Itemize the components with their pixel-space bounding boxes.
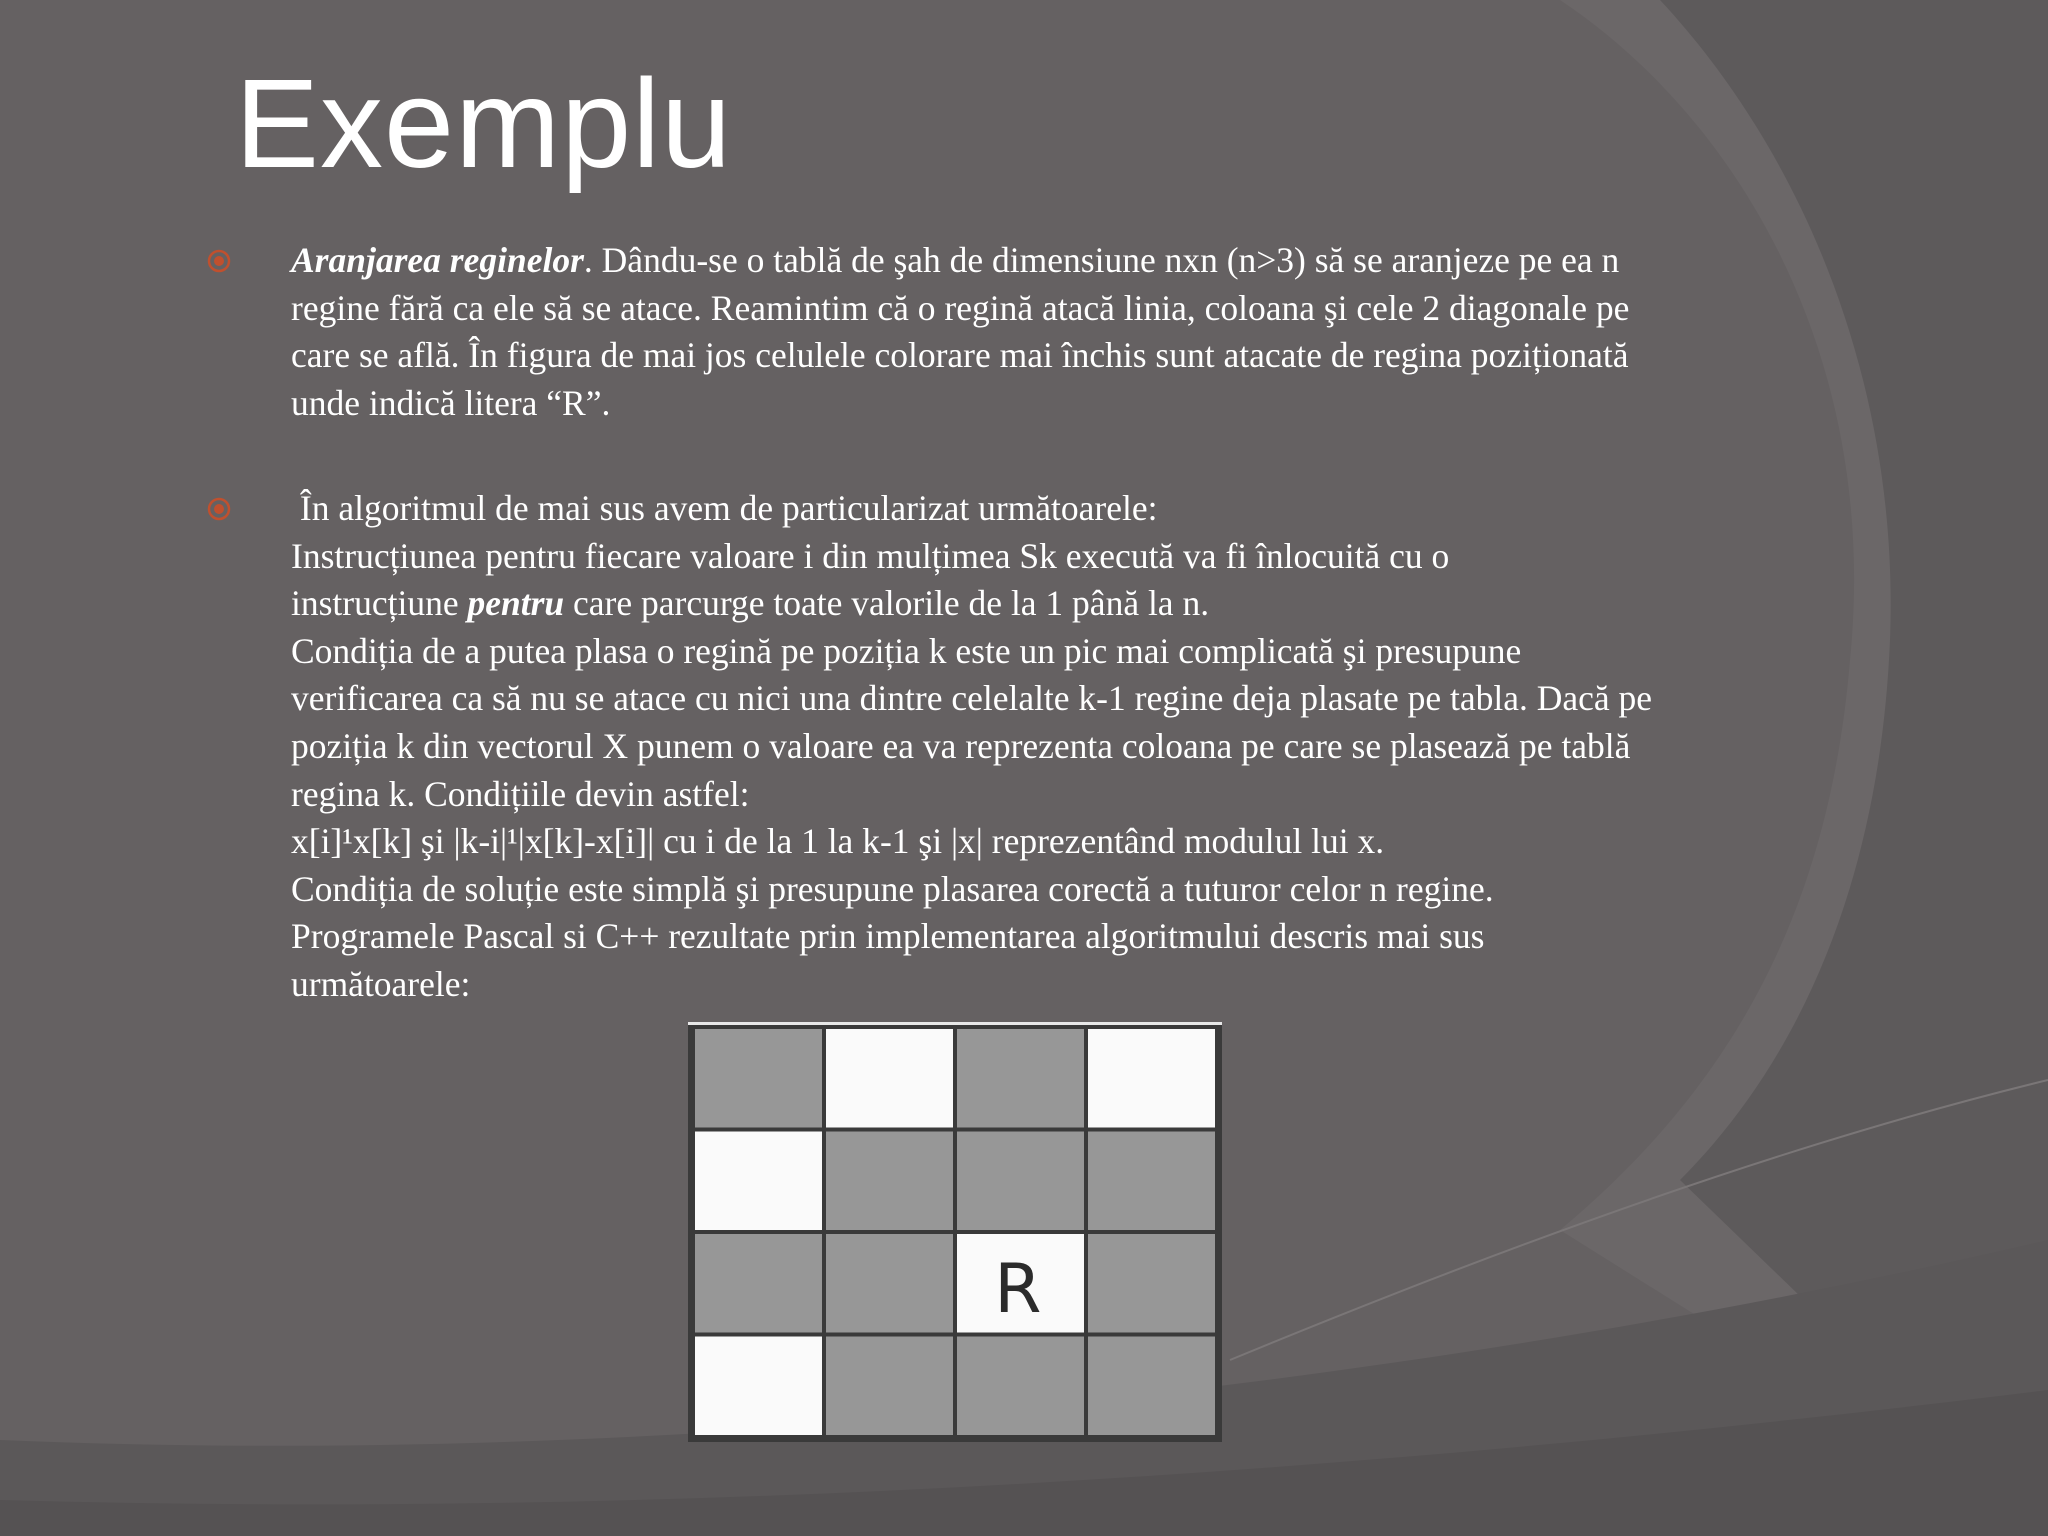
board-cell-attacked xyxy=(695,1029,822,1128)
text-span: care parcurge toate valorile de la 1 până la n. xyxy=(564,583,1210,624)
text-line: Condiția de soluție este simplă şi presupune plasarea corectă a tuturor celor n regine. xyxy=(291,868,1494,909)
text-line: x[i]¹x[k] şi |k-i|¹|x[k]-x[i]| cu i de la 1 la k-1 şi |x| reprezentând modulul lui x. xyxy=(291,821,1385,862)
text-line: verificarea ca să nu se atace cu nici una dintre celelalte k-1 regine deja plasate pe tabla. Dacă pe xyxy=(291,678,1653,719)
slide-title: Exemplu xyxy=(235,53,733,194)
board-cell-free xyxy=(1088,1029,1215,1128)
text-line: regina k. Condițiile devin astfel: xyxy=(291,773,750,814)
bold-italic-term: Aranjarea reginelor xyxy=(291,240,584,280)
text-line: Condiția de a putea plasa o regină pe poziția k este un pic mai complicată şi presupune xyxy=(291,630,1522,671)
text-line: următoarele: xyxy=(291,963,471,1004)
board-top-edge xyxy=(688,1022,1222,1025)
text-line: Programele Pascal si C++ rezultate prin implementarea algoritmului descris mai sus xyxy=(291,916,1485,957)
text-span: instrucțiune xyxy=(291,583,468,624)
queen-label: R xyxy=(994,1249,1042,1329)
board-cell-free xyxy=(695,1337,822,1436)
text-span: . Dându-se o tablă de şah de dimensiune nxn (n>3) să se aranjeze pe ea n xyxy=(583,240,1620,280)
board-cell-attacked xyxy=(695,1234,822,1333)
text-line: poziția k din vectorul X punem o valoare ea va reprezenta coloana pe care se plasează pe tablă xyxy=(291,725,1631,766)
board-cell-attacked xyxy=(1088,1132,1215,1231)
board-cell-attacked xyxy=(957,1029,1084,1128)
text-line: regine fără ca ele să se atace. Reamintim că o regină atacă linia, coloana şi cele 2 diagonale pe xyxy=(291,287,1630,328)
board-cell-attacked xyxy=(826,1132,953,1231)
text-line xyxy=(291,580,1851,628)
bullet-paragraph-2 xyxy=(291,485,1851,1009)
circle-bullet-icon xyxy=(206,248,232,274)
chessboard-figure xyxy=(688,1022,1222,1442)
board-cell-attacked xyxy=(957,1132,1084,1231)
text-line xyxy=(291,237,1851,285)
board-cell-attacked xyxy=(957,1337,1084,1436)
board-cell-attacked xyxy=(1088,1337,1215,1436)
board-cell-attacked xyxy=(826,1337,953,1436)
bullet-paragraph-1 xyxy=(291,237,1851,427)
board-cell-attacked xyxy=(1088,1234,1215,1333)
text-line: unde indică litera “R”. xyxy=(291,382,611,423)
text-line: În algoritmul de mai sus avem de particularizat următoarele: xyxy=(291,488,1158,528)
circle-bullet-icon xyxy=(206,496,232,522)
board-cell-free xyxy=(826,1029,953,1128)
board-cell-free xyxy=(695,1132,822,1231)
text-line: care se află. În figura de mai jos celulele colorare mai închis sunt atacate de regina poziționată xyxy=(291,335,1629,376)
bold-italic-term: pentru xyxy=(467,583,565,624)
text-line: Instrucțiunea pentru fiecare valoare i din mulțimea Sk execută va fi înlocuită cu o xyxy=(291,535,1450,576)
board-cell-attacked xyxy=(826,1234,953,1333)
